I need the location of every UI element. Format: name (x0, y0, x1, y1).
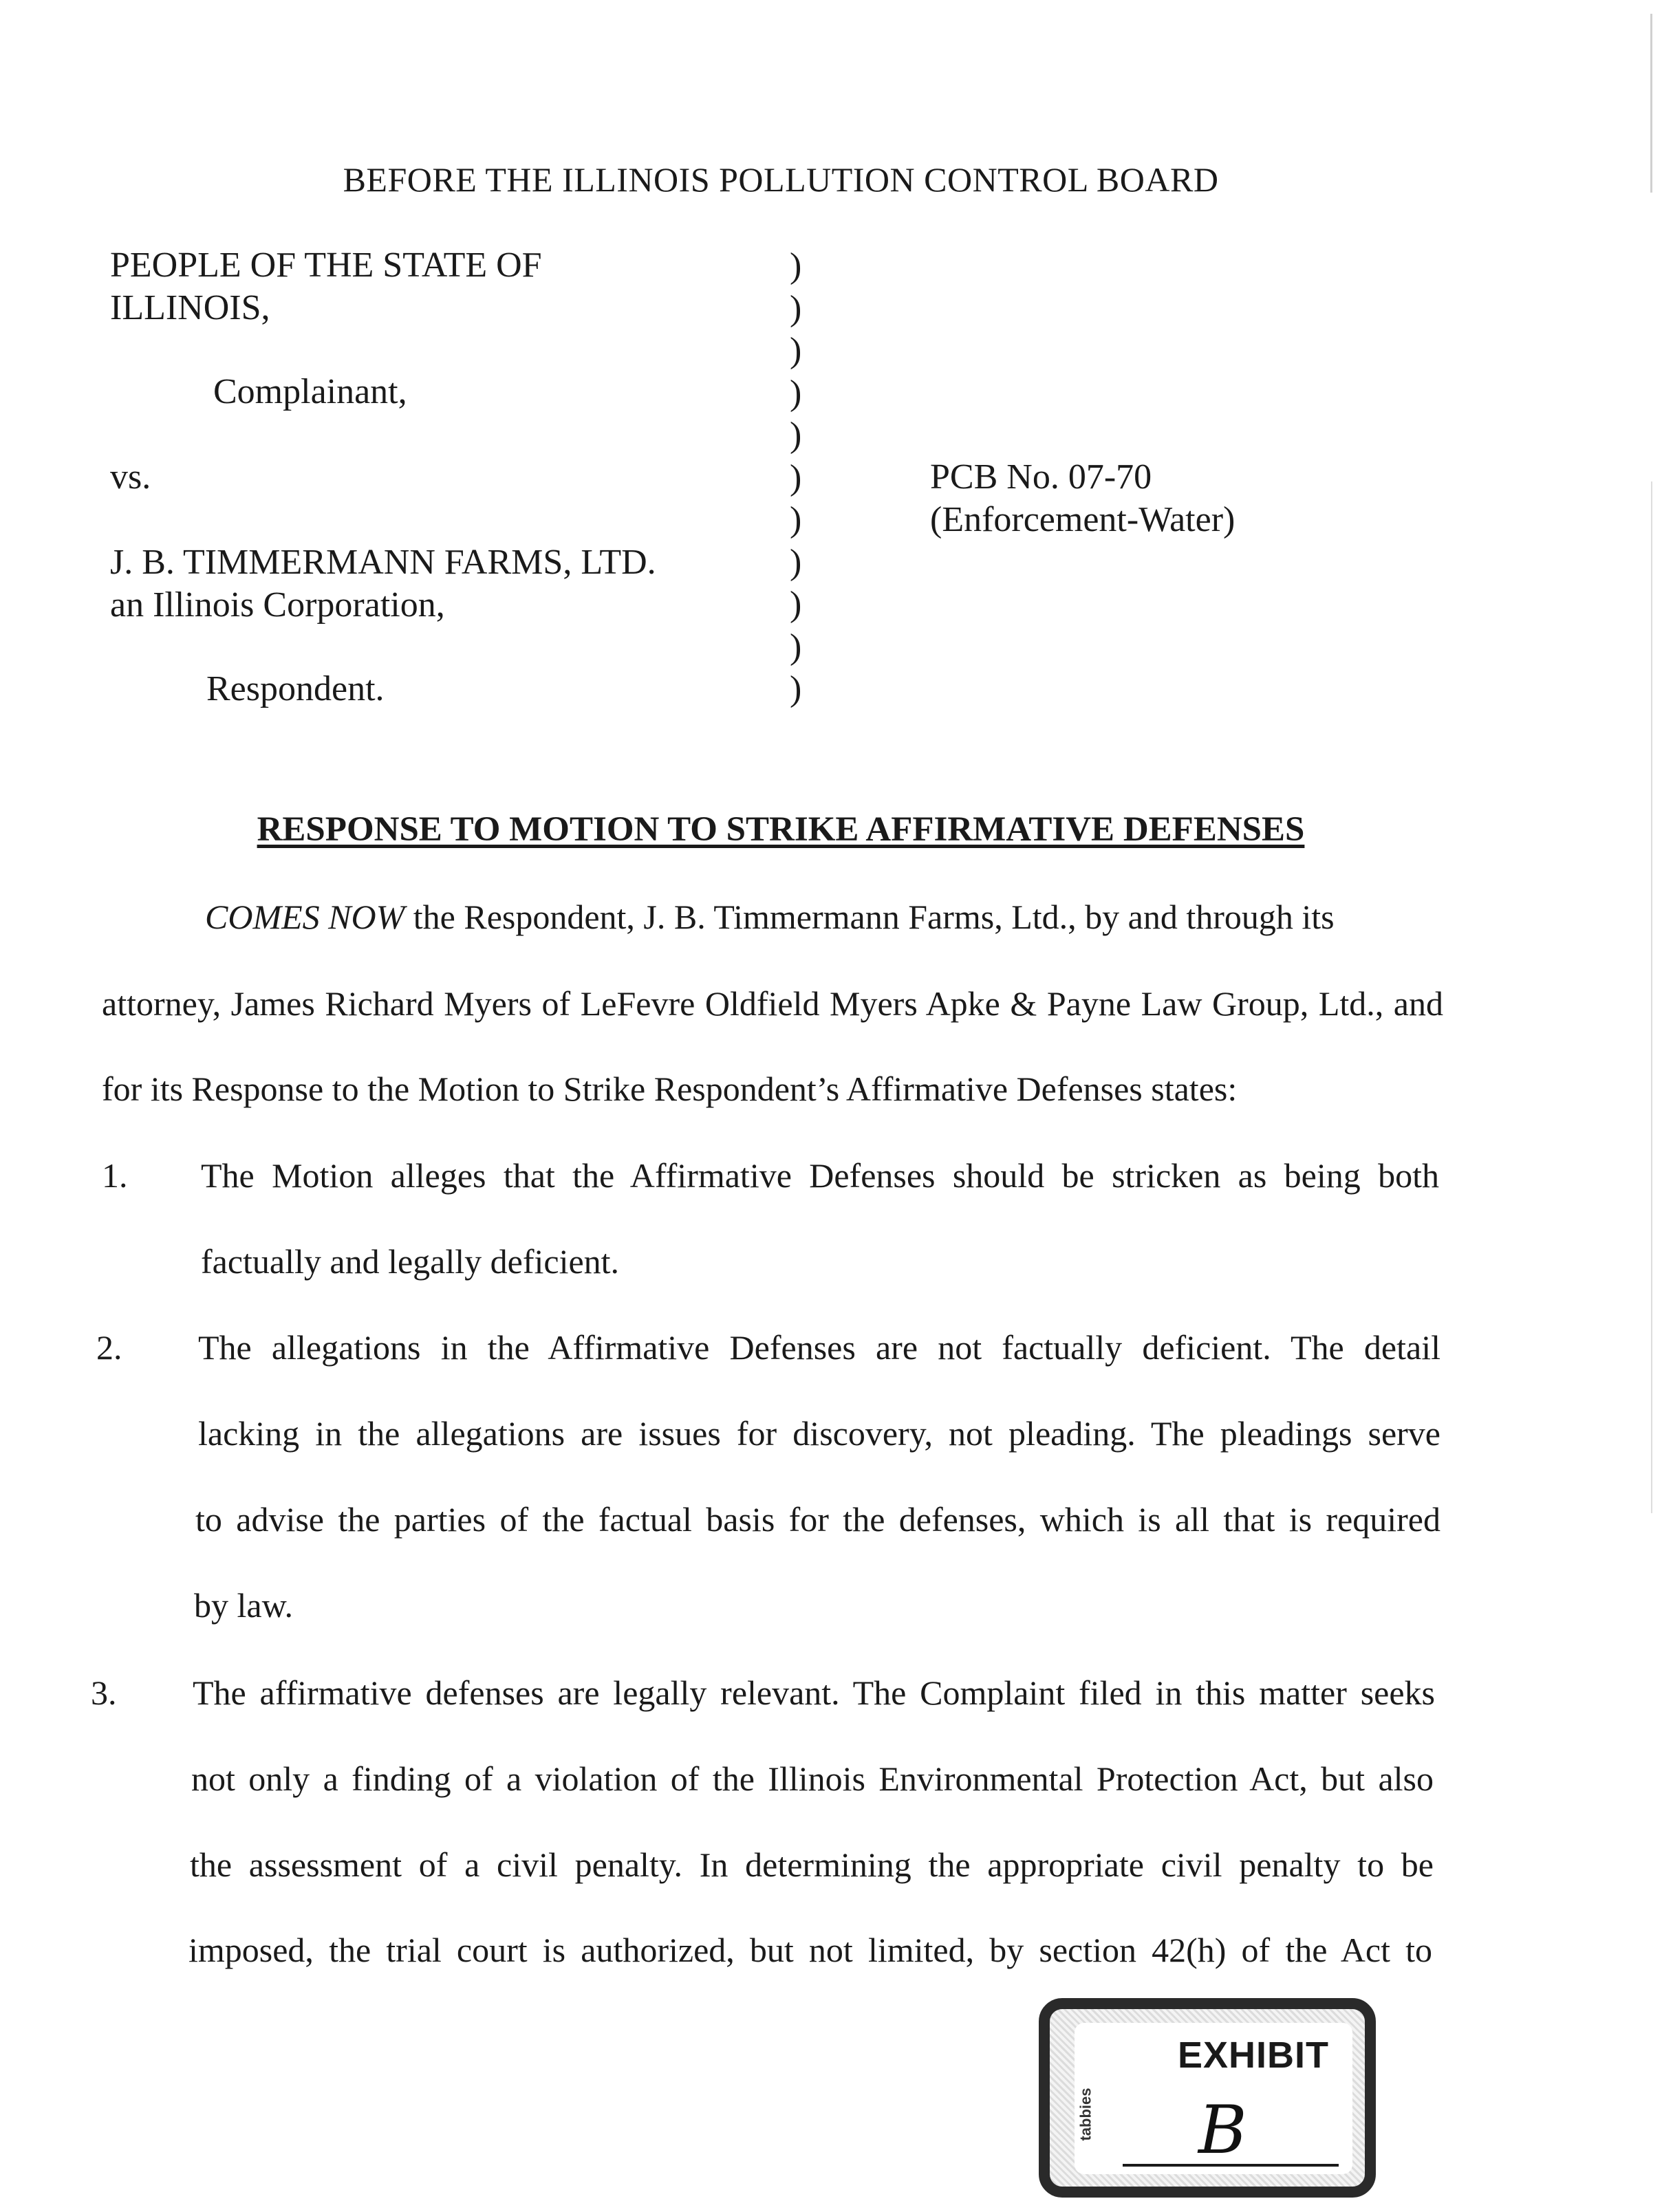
court-name: BEFORE THE ILLINOIS POLLUTION CONTROL BOARD (343, 160, 1219, 199)
intro-line-1-text: the Respondent, J. B. Timmermann Farms, Ltd., by and through its (413, 898, 1335, 936)
exhibit-title: EXHIBIT (1178, 2035, 1330, 2076)
paragraph-number: 1. (102, 1156, 128, 1195)
defendant-line-1: J. B. TIMMERMANN FARMS, LTD. (110, 543, 656, 582)
document-heading: RESPONSE TO MOTION TO STRIKE AFFIRMATIVE DEFENSES (257, 810, 1305, 849)
plaintiff-role: Complainant, (213, 372, 407, 411)
paragraph-number: 3. (91, 1673, 117, 1712)
caption-paren: ) (790, 500, 802, 539)
paragraph-line: imposed, the trial court is authorized, but not limited, by section 42(h) of the Act to (188, 1931, 1432, 1969)
caption-paren: ) (790, 331, 802, 370)
paragraph-line: The Motion alleges that the Affirmative Defenses should be stricken as being both (201, 1156, 1439, 1195)
defendant-line-2: an Illinois Corporation, (110, 585, 445, 625)
caption-paren: ) (790, 627, 802, 666)
sticker-brand-logo: tabbies (1077, 2088, 1094, 2141)
paragraph-line: to advise the parties of the factual basis for the defenses, which is all that is required (195, 1500, 1440, 1539)
paragraph-line: the assessment of a civil penalty. In determining the appropriate civil penalty to be (190, 1845, 1434, 1884)
paragraph-number: 2. (96, 1328, 122, 1367)
caption-paren: ) (790, 415, 802, 455)
caption-parens-column (790, 245, 801, 711)
paragraph-line: The allegations in the Affirmative Defenses are not factually deficient. The detail (198, 1328, 1440, 1367)
paragraph-line: factually and legally deficient. (201, 1242, 620, 1281)
intro-line-2: attorney, James Richard Myers of LeFevre Oldfield Myers Apke & Payne Law Group, Ltd., and (102, 984, 1443, 1023)
paragraph-line: The affirmative defenses are legally relevant. The Complaint filed in this matter seeks (193, 1673, 1435, 1712)
caption-paren: ) (790, 457, 802, 497)
intro-line-1 (205, 897, 1335, 937)
exhibit-sticker-label-area (1075, 2023, 1352, 2174)
versus-label: vs. (110, 457, 151, 497)
exhibit-letter: B (1198, 2092, 1247, 2169)
caption-paren: ) (790, 542, 802, 582)
caption-paren: ) (790, 288, 802, 328)
defendant-role: Respondent. (206, 669, 385, 708)
case-number: PCB No. 07-70 (930, 457, 1152, 497)
caption-paren: ) (790, 373, 802, 413)
scan-edge-mark (1650, 14, 1652, 193)
caption-paren: ) (790, 669, 802, 708)
exhibit-sticker (1039, 1998, 1376, 2198)
scan-edge-mark (1651, 481, 1652, 1513)
paragraph-line: not only a finding of a violation of the Illinois Environmental Protection Act, but also (191, 1759, 1434, 1798)
caption-paren: ) (790, 246, 802, 285)
paragraph-line: lacking in the allegations are issues for discovery, not pleading. The pleadings serve (198, 1414, 1440, 1453)
plaintiff-line-2: ILLINOIS, (110, 288, 270, 327)
caption-paren: ) (790, 585, 802, 624)
intro-line-3: for its Response to the Motion to Strike Respondent’s Affirmative Defenses states: (102, 1070, 1238, 1108)
plaintiff-line-1: PEOPLE OF THE STATE OF (110, 246, 542, 285)
paragraph-line: by law. (194, 1586, 293, 1625)
comes-now-phrase: COMES NOW (205, 898, 405, 936)
case-type: (Enforcement-Water) (930, 500, 1235, 539)
